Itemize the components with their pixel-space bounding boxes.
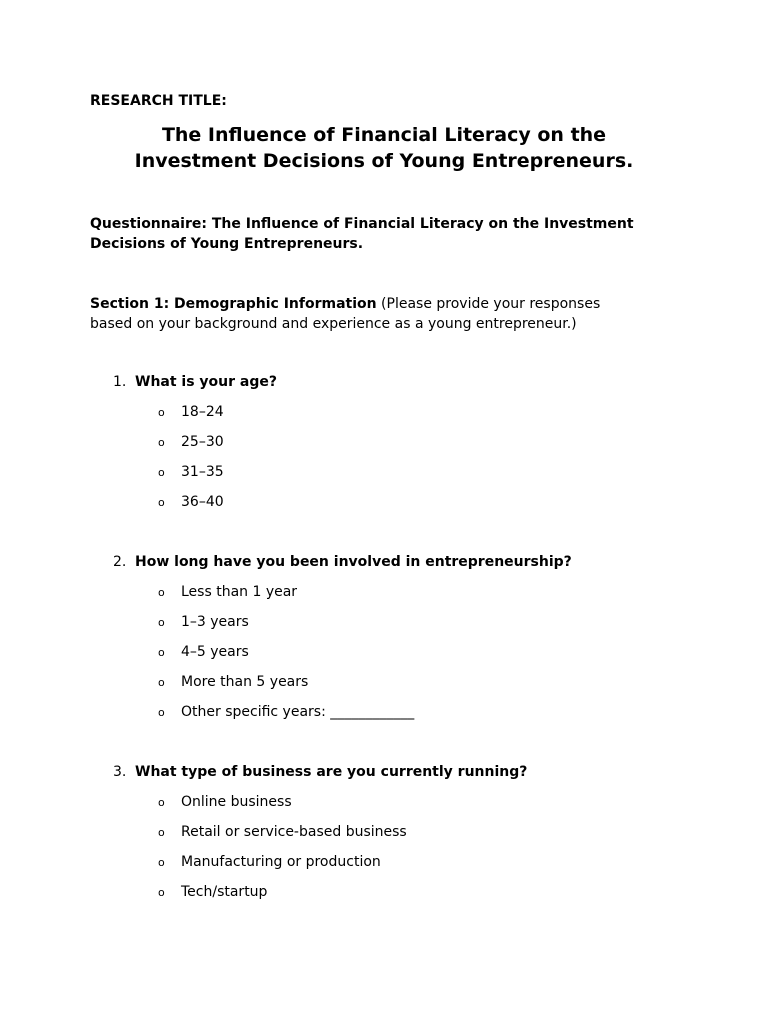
question-3 <box>113 764 527 781</box>
question-2 <box>113 554 572 571</box>
option-text: Tech/startup <box>181 884 268 900</box>
bullet-icon: o <box>158 436 165 449</box>
option-text: 4–5 years <box>181 644 249 660</box>
bullet-icon: o <box>158 706 165 719</box>
bullet-icon: o <box>158 676 165 689</box>
bullet-icon: o <box>158 856 165 869</box>
section-note-line-2: based on your background and experience as a young entrepreneur.) <box>90 316 577 332</box>
question-3-option-4 <box>158 884 267 901</box>
question-text: What type of business are you currently running? <box>135 764 528 780</box>
bullet-icon: o <box>158 586 165 599</box>
question-number: 2. <box>113 554 127 570</box>
option-text: 18–24 <box>181 404 224 420</box>
questionnaire-title-line-1: Questionnaire: The Influence of Financial Literacy on the Investment <box>90 216 634 232</box>
question-number: 1. <box>113 374 127 390</box>
question-2-option-3 <box>158 644 249 661</box>
question-3-option-1 <box>158 794 292 811</box>
option-text: Retail or service-based business <box>181 824 407 840</box>
question-1-option-3 <box>158 464 224 481</box>
bullet-icon: o <box>158 496 165 509</box>
question-2-option-1 <box>158 584 297 601</box>
research-title <box>90 122 678 174</box>
option-text: 25–30 <box>181 434 224 450</box>
question-number: 3. <box>113 764 127 780</box>
research-title-line-1: The Influence of Financial Literacy on the <box>161 124 607 146</box>
question-2-option-4 <box>158 674 308 691</box>
question-1-option-4 <box>158 494 224 511</box>
question-1-option-1 <box>158 404 224 421</box>
question-2-option-5 <box>158 704 414 721</box>
question-1-option-2 <box>158 434 224 451</box>
question-3-option-3 <box>158 854 381 871</box>
question-text: How long have you been involved in entrepreneurship? <box>135 554 572 570</box>
option-text: Manufacturing or production <box>181 854 381 870</box>
section-intro <box>90 294 690 334</box>
question-2-option-2 <box>158 614 249 631</box>
option-text: 31–35 <box>181 464 224 480</box>
option-text: Other specific years: ____________ <box>181 704 415 720</box>
bullet-icon: o <box>158 826 165 839</box>
bullet-icon: o <box>158 646 165 659</box>
option-text: Less than 1 year <box>181 584 298 600</box>
bullet-icon: o <box>158 886 165 899</box>
question-text: What is your age? <box>135 374 278 390</box>
question-3-option-2 <box>158 824 407 841</box>
question-1 <box>113 374 277 391</box>
option-text: 1–3 years <box>181 614 249 630</box>
research-title-line-2: Investment Decisions of Young Entrepreneurs. <box>134 150 634 172</box>
bullet-icon: o <box>158 616 165 629</box>
questionnaire-title <box>90 214 690 254</box>
option-text: 36–40 <box>181 494 224 510</box>
research-title-label: RESEARCH TITLE: <box>90 93 227 109</box>
questionnaire-title-line-2: Decisions of Young Entrepreneurs. <box>90 236 364 252</box>
option-text: More than 5 years <box>181 674 309 690</box>
bullet-icon: o <box>158 406 165 419</box>
bullet-icon: o <box>158 466 165 479</box>
section-note-line-1: (Please provide your responses <box>376 296 601 312</box>
bullet-icon: o <box>158 796 165 809</box>
section-heading: Section 1: Demographic Information <box>90 296 377 312</box>
option-text: Online business <box>181 794 292 810</box>
